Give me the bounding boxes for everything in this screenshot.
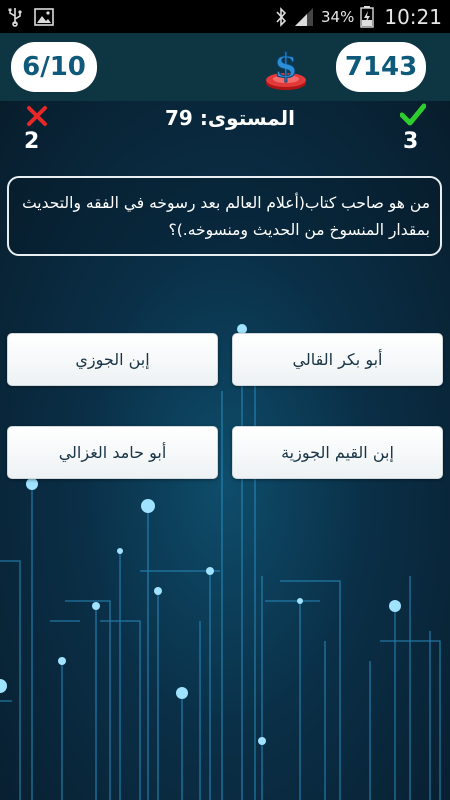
question-text: من هو صاحب كتاب(أعلام العالم بعد رسوخه في الفقه والتحديث بمقدار المنسوخ من الحديث ومنسوخه.)؟ xyxy=(22,194,430,239)
dollar-coin-icon[interactable] xyxy=(262,43,310,93)
score-row xyxy=(0,101,450,161)
image-icon xyxy=(34,8,54,26)
clock: 10:21 xyxy=(384,4,442,29)
game-header xyxy=(0,33,450,101)
answer-button-1[interactable]: أبو بكر القالي xyxy=(232,333,443,386)
answer-button-4[interactable]: أبو حامد الغزالي xyxy=(7,426,218,479)
score-value: 7143 xyxy=(336,42,426,92)
correct-count: 3 xyxy=(403,129,419,154)
battery-icon xyxy=(360,6,374,28)
answer-button-3[interactable]: إبن القيم الجوزية xyxy=(232,426,443,479)
bluetooth-icon xyxy=(275,7,287,27)
wrong-count: 2 xyxy=(24,129,40,154)
usb-icon xyxy=(8,7,22,27)
status-bar xyxy=(0,0,450,33)
svg-text:$: $ xyxy=(274,46,298,86)
answer-button-2[interactable]: إبن الجوزي xyxy=(7,333,218,386)
question-box xyxy=(7,176,442,256)
question-progress: 6/10 xyxy=(11,42,97,92)
correct-check-icon xyxy=(400,103,426,127)
battery-percent: 34% xyxy=(321,7,355,26)
level-label: المستوى: 79 xyxy=(165,106,295,130)
signal-icon xyxy=(293,7,315,27)
wrong-x-icon xyxy=(26,105,48,127)
game-board xyxy=(0,101,450,800)
